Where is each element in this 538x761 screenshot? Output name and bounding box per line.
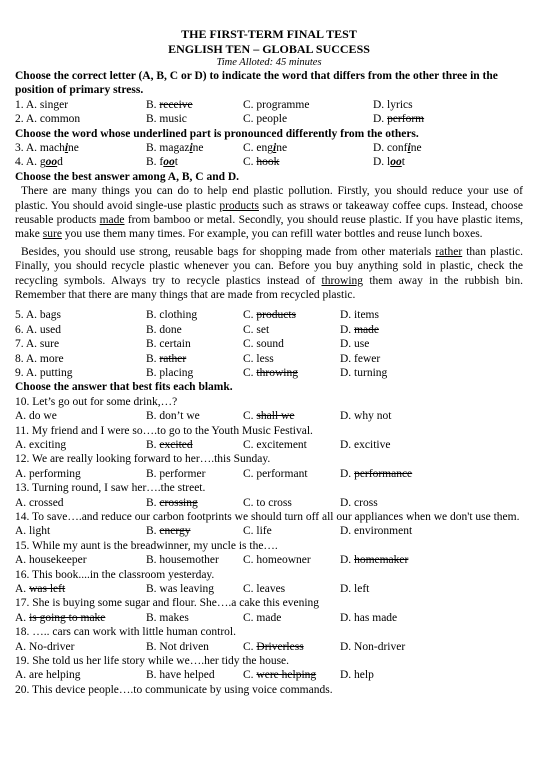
section4-instruction: Choose the answer that best fits each blamk. [15,381,233,394]
q18-stem: 18. ….. cars can work with little human control. [15,626,237,639]
q4-a-underlined: oo [45,156,58,169]
q13-option-d: D. cross [340,496,378,509]
reading-paragraph-1 [15,184,523,242]
q3-d-post: ne [410,142,422,154]
q20-stem: 20. This device people….to communicate by using voice commands. [15,683,333,696]
q6-option-b: B. done [146,323,182,336]
q3-c-pre: C. eng [243,142,274,154]
q19-c-struck: were helping [256,669,317,682]
q5-option-b: B. clothing [146,309,198,322]
p1-blank-word-3: sure [42,228,62,241]
question-12 [15,467,523,481]
q13-option-a: A. crossed [15,496,64,509]
q9-option-b: B. placing [146,367,194,379]
q4-d-underlined: oo [390,156,402,169]
q11-option-a: A. exciting [15,439,67,451]
question-14 [15,524,523,538]
q18-option-a: A. No-driver [15,640,75,653]
q3-option-c [243,141,287,155]
p2-text-b: than plastic. Finally, you should recycle plastic whenever you can. Before you buy anything sold in plastic, check the recycling symbols. Always try to recycle plastics instead of [15,245,523,287]
q3-d-pre: D. conf [373,142,408,154]
question-5 [15,308,523,322]
q4-a-post: d [57,156,63,169]
q10-option-b: B. don’t we [146,410,200,423]
q14-option-c: C. life [243,525,272,538]
q4-b-pre: B. f [146,156,164,169]
question-13 [15,496,523,510]
q2-option-c: C. people [243,113,288,126]
question-6 [15,323,523,337]
q18-option-d: D. Non-driver [340,640,406,653]
q13-option-b: B. crossing [146,496,198,509]
q18-c-prefix: C. [243,640,257,653]
section1-instruction: Choose the correct letter (A, B, C or D) to indicate the word that differs from the other three in the position of primary stress. [15,70,498,97]
q2-option-b: B. music [146,113,187,126]
q3-c-underlined: i [273,142,277,154]
q18-c-struck: Driverless [256,640,304,653]
q10-option-d: D. why not [340,410,392,423]
q17-option-c: C. made [243,611,282,624]
q10-option-a: A. do we [15,410,57,423]
q1-option-c: C. programme [243,98,310,111]
q7-option-d: D. use [340,338,370,351]
q16-a-struck: was left [29,582,66,595]
q15-option-c: C. homeowner [243,554,311,567]
q17-option-d: D. has made [340,611,398,624]
q16-stem: 16. This book....in the classroom yesterday. [15,568,215,581]
q12-option-c: C. performant [243,467,308,480]
question-3 [15,141,523,155]
q3-a-pre: 3. A. mach [15,142,65,154]
q14-option-d: D. environment [340,525,413,538]
section3-instruction: Choose the best answer among A, B, C and D. [15,170,240,183]
question-2 [15,112,523,126]
test-page [15,27,523,697]
q3-a-post: ne [68,142,79,154]
q8-option-b: B. rather [146,352,187,365]
q17-a-struck: is going to make [29,611,106,624]
q4-option-a [15,155,63,169]
struck-answer: performance [354,467,413,480]
struck-answer: perform [387,113,425,126]
q3-c-post: ne [276,142,288,154]
p1-blank-word-2: made [99,214,125,226]
q15-stem: 15. While my aunt is the breadwinner, my uncle is the…. [15,539,278,552]
q4-d-pre: D. l [373,156,391,169]
q3-option-b [146,141,204,155]
q16-a-prefix: A. [15,582,30,595]
section2-instruction: Choose the word whose underlined part is pronounced differently from the others. [15,127,419,140]
q4-b-post: t [174,156,178,169]
q16-option-b: B. was leaving [146,582,215,595]
q6-option-d: D. made [340,323,379,336]
p1-blank-word-1: products [219,199,259,212]
q1-option-d: D. lyrics [373,98,413,111]
q19-option-b: B. have helped [146,669,215,682]
q3-b-underlined: i [189,142,193,154]
q10-option-c: C. shall we [243,410,295,423]
q2-option-d: D. perform [373,113,425,126]
question-11 [15,438,523,452]
q3-b-post: ne [192,142,204,154]
q19-stem: 19. She told us her life story while we….her tidy the house. [15,654,290,667]
q8-option-d: D. fewer [340,352,381,365]
q11-stem: 11. My friend and I were so….to go to the Youth Music Festival. [15,424,313,437]
question-8 [15,352,523,366]
q12-option-d: D. performance [340,467,413,480]
question-10 [15,409,523,423]
q1-option-b [146,98,193,112]
q10-stem: 10. Let’s go out for some drink,…? [15,395,178,408]
q1-option-a: 1. A. singer [15,98,69,111]
p1-text-b: such as straws or takeaway coffee cups. Instead, choose reusable products [15,199,523,226]
test-title: THE FIRST-TERM FINAL TEST [181,27,357,41]
q4-c-struck: hook [256,156,280,169]
q3-b-pre: B. magaz [146,142,190,154]
q5-option-d: D. items [340,309,379,322]
q4-option-c [243,155,279,169]
q15-d-struck: homemaker [354,554,409,567]
q17-option-b: B. makes [146,611,189,624]
question-16 [15,582,523,596]
q9-option-c: C. throwing [243,367,298,379]
q19-option-c [243,668,316,682]
q16-option-a [15,582,65,596]
q16-option-d: D. left [340,582,370,595]
q14-option-b: B. energy [146,525,191,538]
q3-a-underlined: i [64,142,69,154]
question-15 [15,553,523,567]
reading-paragraph-2 [15,245,523,303]
struck-answer: crossing [159,496,198,509]
q4-a-pre: 4. A. g [15,156,46,169]
q2-option-a: 2. A. common [15,113,81,126]
p1-text-a: There are many things you can do to help end plastic pollution. Firstly, you should reduce your use of plastic. You should avoid single-use plastic [15,185,523,212]
q11-option-d: D. excitive [340,439,391,451]
q18-option-c [243,640,304,654]
p2-text-a: Besides, you should use strong, reusable bags for shopping made from other materials [21,245,436,258]
q3-option-d [373,141,422,155]
struck-answer: products [256,309,297,322]
q12-option-a: A. performing [15,467,81,480]
q14-option-a: A. light [15,525,51,538]
q13-option-c: C. to cross [243,496,292,509]
struck-answer: shall we [256,410,295,423]
p2-text-c: them away in the rubbish bin. Remember that there are many things that are made from recycled plastic. [15,274,524,302]
struck-answer: excited [159,439,193,451]
q4-d-post: t [401,156,405,169]
q5-option-c: C. products [243,309,297,322]
q8-option-c: C. less [243,352,274,365]
q4-b-underlined: oo [163,156,175,169]
test-subtitle: ENGLISH TEN – GLOBAL SUCCESS [168,41,370,56]
question-17 [15,611,523,625]
q3-option-a [15,141,79,155]
q15-option-d: D. homemaker [340,554,409,567]
q6-option-c: C. set [243,323,270,336]
question-7 [15,337,523,351]
q9-option-d: D. turning [340,367,388,379]
q14-stem: 14. To save….and reduce our carbon footprints we should turn off all our appliances when we don't use them. [15,510,520,523]
q12-stem: 12. We are really looking forward to her….this Sunday. [15,453,271,466]
q19-option-d: D. help [340,669,374,682]
q17-a-prefix: A. [15,611,30,624]
q12-option-b: B. performer [146,467,206,480]
q16-option-c: C. leaves [243,582,286,595]
q7-option-b: B. certain [146,338,191,351]
q11-option-b: B. excited [146,439,193,451]
p2-blank-word-1: rather [435,245,463,258]
q17-option-a [15,611,105,625]
q8-option-a: 8. A. more [15,352,64,365]
q15-option-a: A. housekeeper [15,554,87,567]
q1-b-text: B. receive [146,98,193,111]
q6-option-a: 6. A. used [15,323,61,336]
q11-option-c: C. excitement [243,439,307,451]
struck-answer: rather [159,352,187,365]
struck-answer: throwing [256,367,298,379]
q4-c-pre: C. [243,156,257,169]
struck-answer: energy [159,525,191,538]
q9-option-a: 9. A. putting [15,367,73,379]
struck-answer: made [354,323,379,336]
q3-d-underlined: i [407,142,411,154]
question-4 [15,155,523,169]
question-19 [15,668,523,682]
q7-option-a: 7. A. sure [15,338,60,351]
struck-answer: receive [159,98,193,111]
q4-option-b [146,155,178,169]
time-allotted: Time Alloted: 45 minutes [216,57,322,68]
q13-stem: 13. Turning round, I saw her….the street. [15,482,206,495]
p1-text-c: from bamboo or metal. Secondly, you should reuse plastic. If you have plastic items, make [15,214,523,241]
question-1 [15,98,523,112]
p1-text-d: you use them many times. For example, you can refill water bottles and reuse lunch boxes. [61,228,483,241]
q19-c-prefix: C. [243,669,257,682]
q15-option-b: B. housemother [146,554,219,567]
question-9 [15,366,523,380]
q7-option-c: C. sound [243,338,284,351]
q17-stem: 17. She is buying some sugar and flour. She….a cake this evening [15,597,320,610]
q18-option-b: B. Not driven [146,640,209,653]
q5-option-a: 5. A. bags [15,309,61,322]
question-18 [15,640,523,654]
q19-option-a: A. are helping [15,669,81,682]
p2-blank-word-2: throwing [321,274,364,287]
q4-option-d [373,155,405,169]
